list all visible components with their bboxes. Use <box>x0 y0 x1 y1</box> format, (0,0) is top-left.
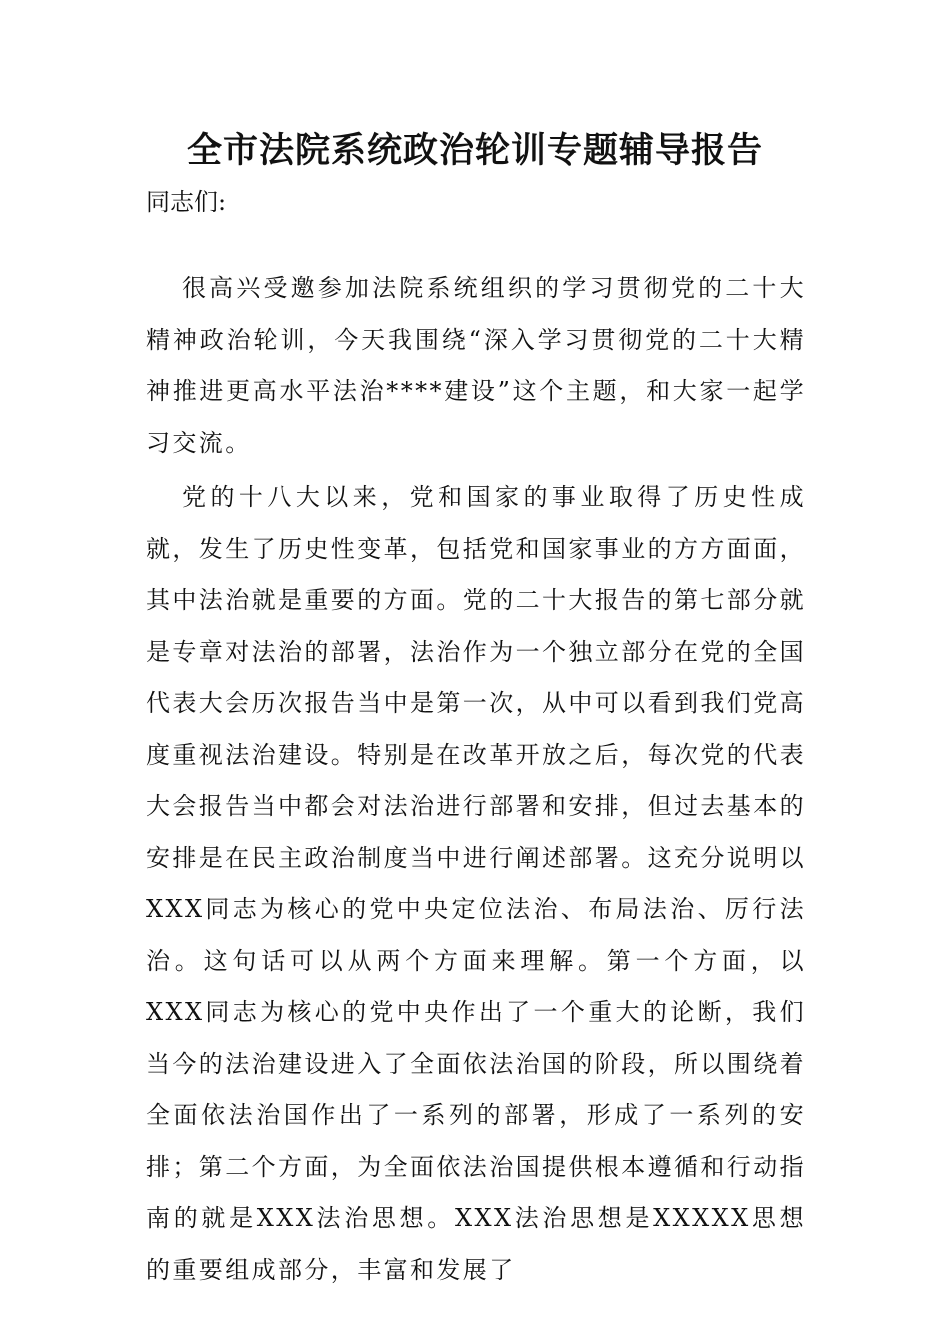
salutation: 同志们: <box>146 188 227 216</box>
document-title: 全市法院系统政治轮训专题辅导报告 <box>186 130 763 171</box>
paragraph-1: 很高兴受邀参加法院系统组织的学习贯彻党的二十大精神政治轮训，今天我围绕“深入学习贯彻党的二十大精神推进更高水平法治****建设”这个主题，和大家一起学习交流。 <box>146 274 806 457</box>
paragraph-2: 党的十八大以来，党和国家的事业取得了历史性成就，发生了历史性变革，包括党和国家事业的方方面面，其中法治就是重要的方面。党的二十大报告的第七部分就是专章对法治的部署，法治作为一个独立部分在党的全国代表大会历次报告当中是第一次，从中可以看到我们党高度重视法治建设。特别是在改革开放之后，每次党的代表大会报告当中都会对法治进行部署和安排，但过去基本的安排是在民主政治制度当中进行阐述部署。这充分说明以XXX同志为核心的党中央定位法治、布局法治、厉行法治。这句话可以从两个方面来理解。第一个方面，以XXX同志为核心的党中央作出了一个重大的论断，我们当今的法治建设进入了全面依法治国的阶段，所以围绕着全面依法治国作出了一系列的部署，形成了一系列的安排；第二个方面，为全面依法治国提供根本遵循和行动指南的就是XXX法治思想。XXX法治思想是XXXXX思想的重要组成部分，丰富和发展了 <box>146 483 806 1284</box>
